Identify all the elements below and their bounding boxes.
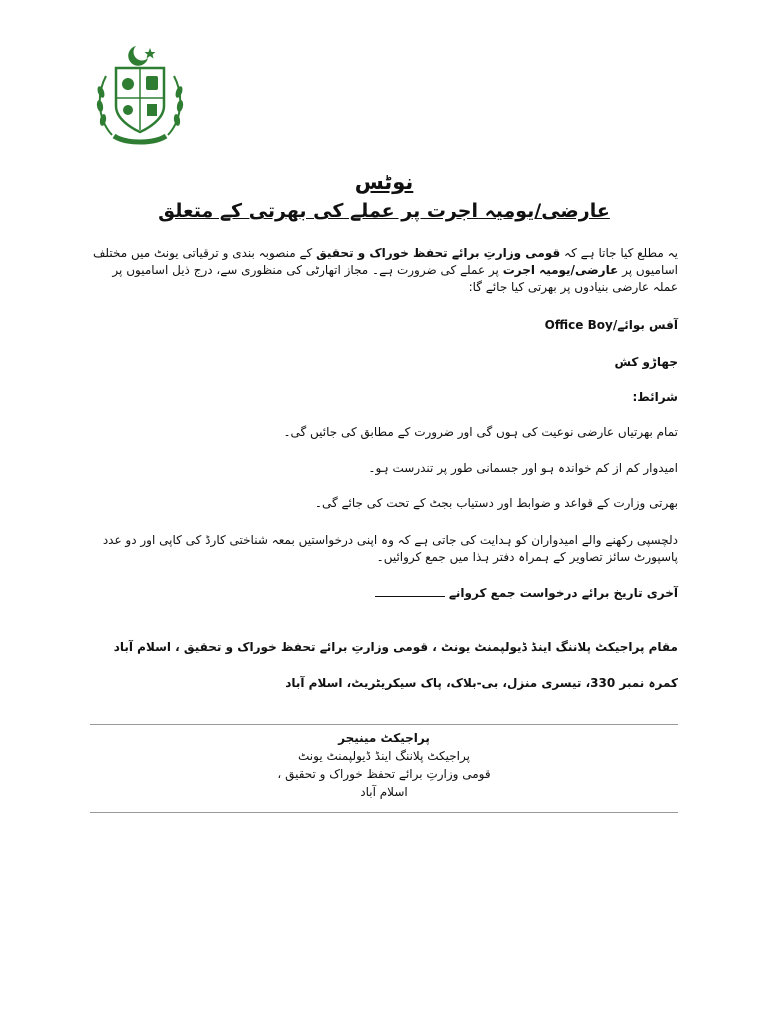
position-office-boy: آفس بوائے/Office Boy bbox=[544, 318, 678, 332]
divider bbox=[90, 724, 678, 725]
notice-subtitle: عارضی/یومیہ اجرت پر عملے کی بھرتی کے متعلق bbox=[158, 200, 610, 222]
intro-paragraph: یہ مطلع کیا جاتا ہے کہ قومی وزارتِ برائے تحفظ خوراک و تحقیق کے منصوبہ بندی و ترقیاتی یونٹ میں مختلف اسامیوں پر عارضی/یومیہ اجرت پر عملے کی ضرورت ہے۔ مجاز اتھارٹی کی منظوری سے، درج ذیل اسامیوں پر عملہ عارضی بنیادوں پر بھرتی کیا جائے گا: bbox=[92, 246, 678, 294]
last-date-line bbox=[375, 586, 678, 600]
last-date-blank bbox=[375, 586, 445, 597]
condition-item: دلچسپی رکھنے والے امیدواران کو ہدایت کی جاتی ہے کہ وہ اپنی درخواستیں بمعہ شناختی کارڈ کی کاپی اور دو عدد پاسپورٹ سائز تصاویر کے ہمراہ دفتر ہذا میں جمع کروائیں۔ bbox=[102, 533, 678, 564]
address-line: کمرہ نمبر 330، تیسری منزل، بی-بلاک، پاک سیکریٹریٹ، اسلام آباد bbox=[285, 676, 678, 690]
signature-unit: پراجیکٹ پلاننگ اینڈ ڈیولپمنٹ یونٹ bbox=[298, 749, 470, 763]
condition-item: امیدوار کم از کم خواندہ ہو اور جسمانی طور پر تندرست ہو۔ bbox=[368, 461, 678, 475]
conditions-heading: شرائط: bbox=[632, 390, 678, 404]
location-line: مقام پراجیکٹ پلاننگ اینڈ ڈیولپمنٹ یونٹ ، قومی وزارتِ برائے تحفظ خوراک و تحقیق ، اسلام آباد bbox=[113, 640, 678, 654]
condition-item: تمام بھرتیاں عارضی نوعیت کی ہوں گی اور ضرورت کے مطابق کی جائیں گی۔ bbox=[283, 425, 678, 439]
signature-designation: پراجیکٹ مینیجر bbox=[338, 731, 430, 745]
state-emblem-icon bbox=[92, 40, 188, 148]
condition-item: بھرتی وزارت کے قواعد و ضوابط اور دستیاب بجٹ کے تحت کی جائے گی۔ bbox=[314, 496, 678, 510]
divider bbox=[90, 812, 678, 813]
last-date-label: آخری تاریخ برائے درخواست جمع کروانے bbox=[448, 586, 678, 600]
notice-title: نوٹس bbox=[354, 170, 414, 194]
signature-ministry: قومی وزارتِ برائے تحفظ خوراک و تحقیق ، bbox=[277, 767, 491, 781]
position-sweeper: جھاڑو کش bbox=[614, 355, 678, 369]
signature-city: اسلام آباد bbox=[360, 785, 408, 799]
